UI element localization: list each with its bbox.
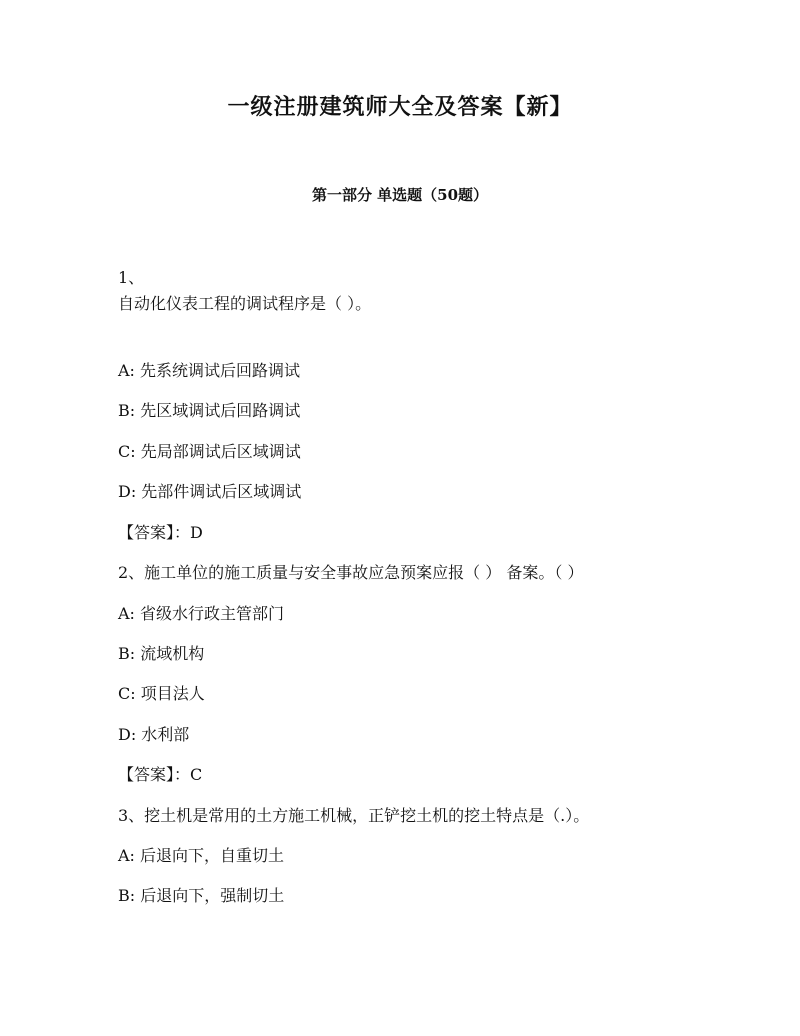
option-d: D: 水利部 <box>118 725 190 744</box>
answer: 【答案】：C <box>118 765 203 784</box>
answer: 【答案】：D <box>118 523 203 542</box>
question-number: 1、 <box>118 268 145 287</box>
option-c: C: 先局部调试后区域调试 <box>118 442 301 461</box>
option-a: A: 先系统调试后回路调试 <box>118 361 301 380</box>
option-a: A: 省级水行政主管部门 <box>118 604 285 623</box>
question-stem: 自动化仪表工程的调试程序是（ ）。 <box>118 294 372 313</box>
question-stem: 3、挖土机是常用的土方施工机械，正铲挖土机的挖土特点是（.）。 <box>118 806 590 825</box>
option-a: A: 后退向下，自重切土 <box>118 846 285 865</box>
option-d: D: 先部件调试后区域调试 <box>118 482 302 501</box>
option-c: C: 项目法人 <box>118 684 205 703</box>
option-b: B: 后退向下，强制切土 <box>118 886 285 905</box>
document-title: 一级注册建筑师大全及答案【新】 <box>227 94 573 120</box>
question-stem: 2、施工单位的施工质量与安全事故应急预案应报（ ） 备案。（ ） <box>118 563 584 582</box>
option-b: B: 先区域调试后回路调试 <box>118 401 301 420</box>
section-heading: 第一部分 单选题（50题） <box>311 186 489 204</box>
option-b: B: 流域机构 <box>118 644 205 663</box>
